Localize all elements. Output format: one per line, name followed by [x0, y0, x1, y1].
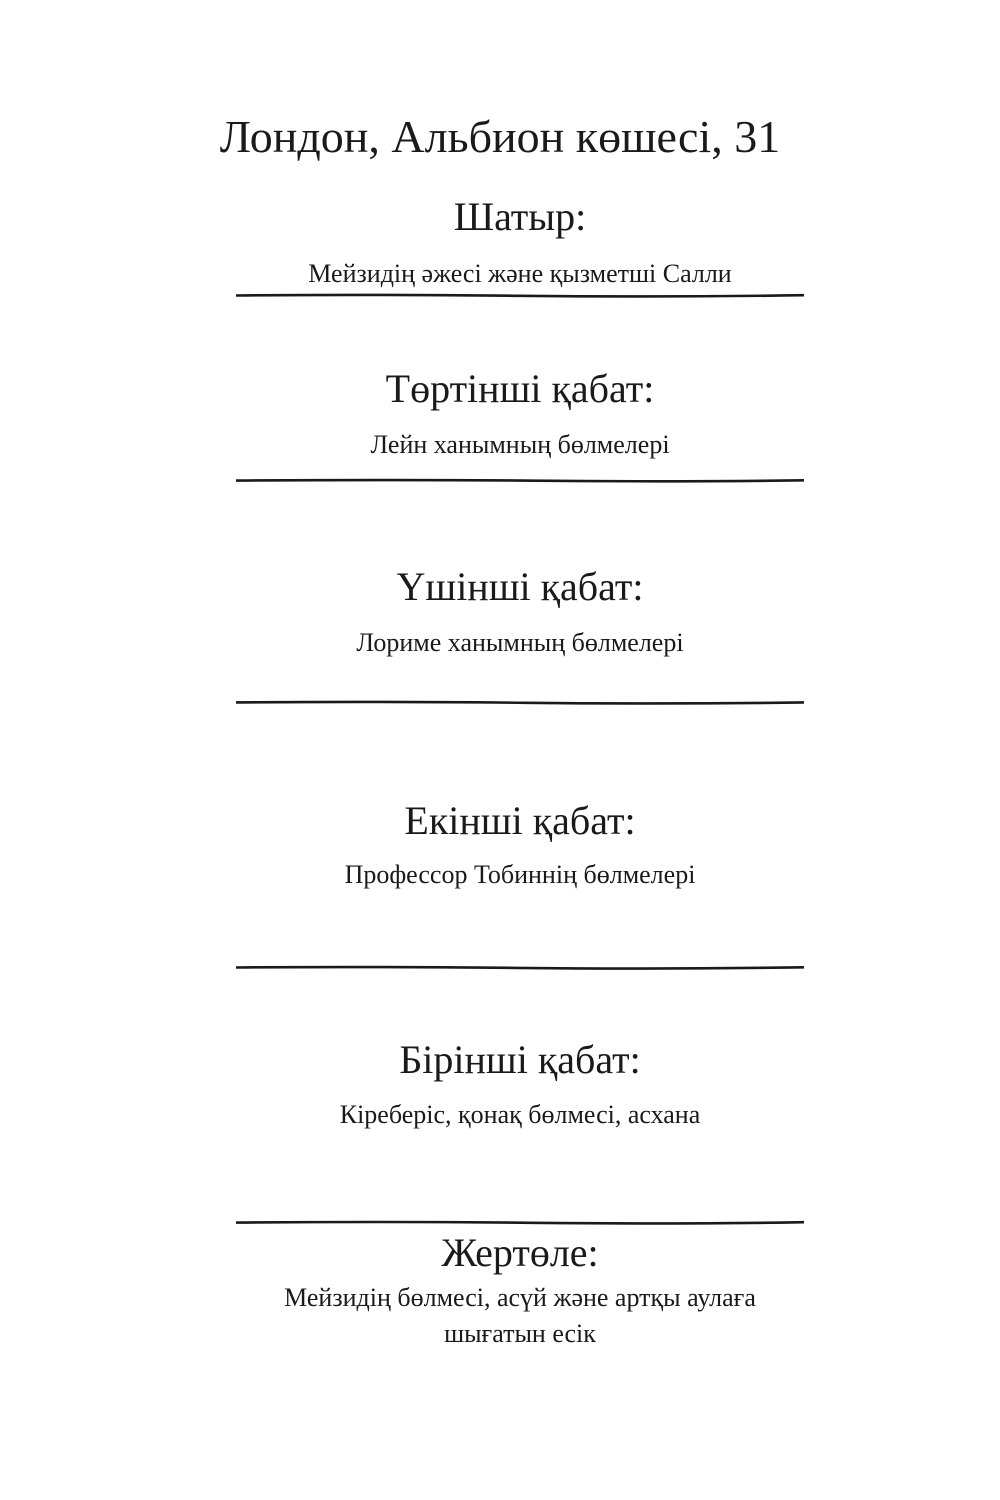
floor-description-second: Профессор Тобиннің бөлмелері — [344, 860, 696, 889]
floor-description-attic: Мейзидің әжесі және қызметші Салли — [308, 259, 732, 288]
floor-heading-fourth: Төртінші қабат: — [385, 366, 655, 411]
floor-heading-second: Екінші қабат: — [404, 798, 636, 843]
divider-rule — [236, 700, 804, 704]
floor-heading-first: Бірінші қабат: — [399, 1037, 641, 1082]
floor-description-third: Лориме ханымның бөлмелері — [356, 628, 684, 657]
floor-heading-attic: Шатыр: — [453, 194, 587, 239]
floor-description-first: Кіреберіс, қонақ бөлмесі, асхана — [339, 1100, 701, 1129]
floor-heading-basement: Жертөле: — [441, 1230, 599, 1275]
divider-rule — [236, 478, 804, 482]
floor-heading-third: Үшінші қабат: — [396, 564, 644, 609]
divider-rule — [236, 1220, 804, 1224]
floor-description-basement: Мейзидің бөлмесі, асүй және артқы аулаға шығатын есік — [284, 1283, 756, 1348]
floor-description-fourth: Лейн ханымның бөлмелері — [370, 430, 670, 459]
divider-rule — [236, 965, 804, 969]
divider-rule — [236, 293, 804, 297]
page-title: Лондон, Альбион көшесі, 31 — [219, 111, 781, 162]
